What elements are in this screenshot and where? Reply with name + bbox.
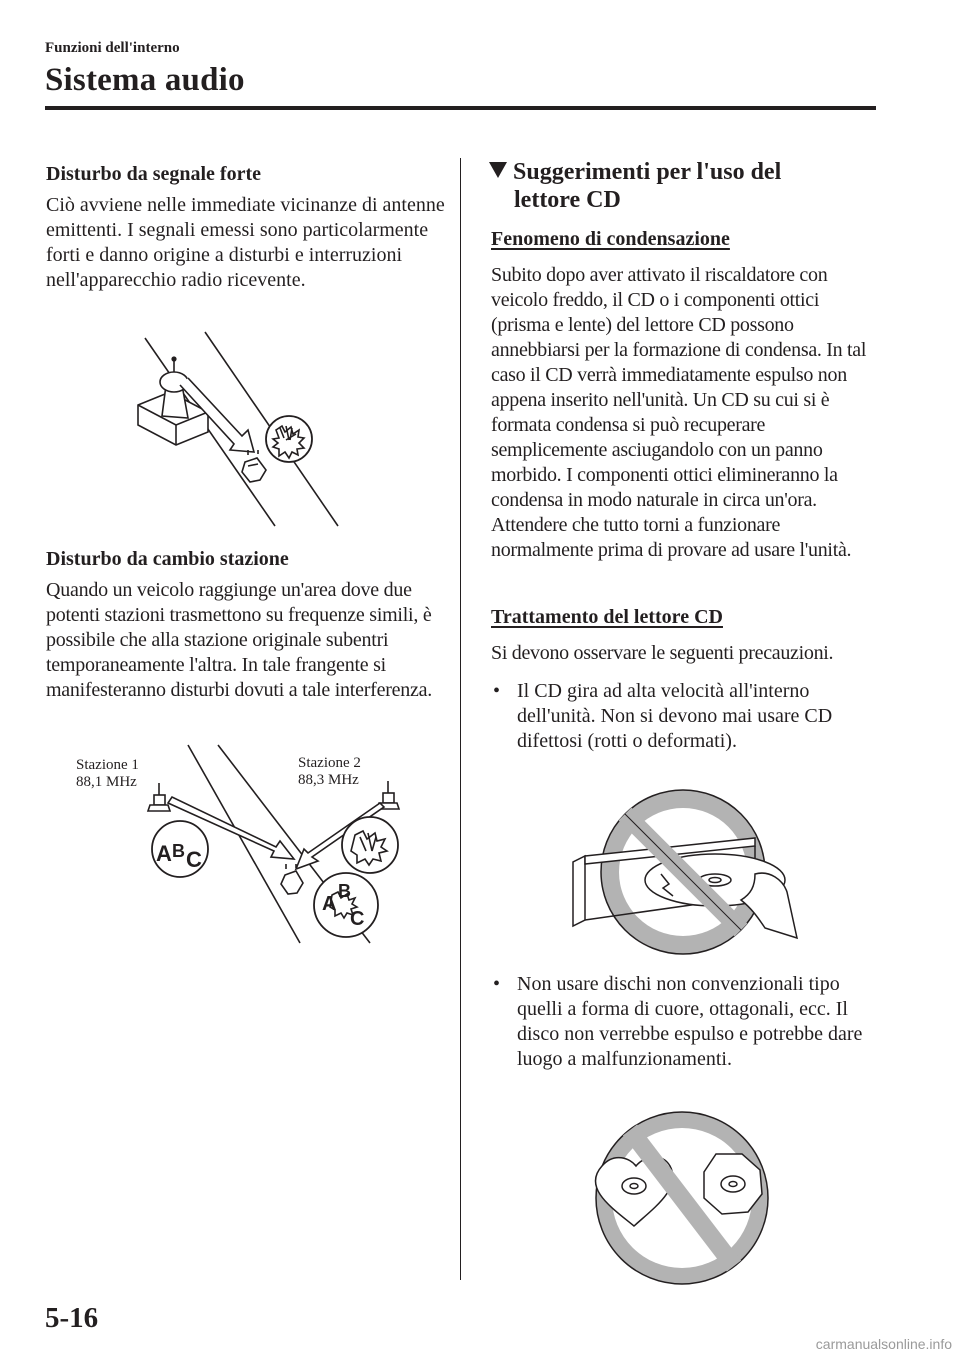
heading-cd-tips: [489, 158, 781, 214]
paragraph-text: Subito dopo aver attivato il riscaldatore con veicolo freddo, il CD o i componenti ottici (prisma e lente) del lettore CD possono annebbiarsi per la formazione di condensa. In tal caso il CD verrà immediatamente espulso non appena inserito nell'unità. Un CD su cui si è formata condensa si può recuperare semplicemente asciugandolo con un panno morbido. I componenti ottici elimineranno la condensa in modo naturale in circa un'ora. Attendere che tutto torni a funzionare normalmente prima di provare ad usare l'unità.: [491, 264, 867, 561]
paragraph-condensation: [491, 263, 881, 563]
station2-name: Stazione 2: [298, 755, 361, 771]
paragraph-text: Si devono osservare le seguenti precauzioni.: [491, 642, 834, 664]
svg-text:B: B: [172, 841, 185, 861]
car-icon: [242, 450, 266, 482]
noise-bubble-icon: [342, 817, 398, 873]
paragraph-text: Ciò avviene nelle immediate vicinanze di antenne emittenti. I segnali emessi sono particolarmente forti e danno origine a disturbi e interruzioni nell'apparecchio radio ricevente.: [46, 194, 445, 291]
bullet-nonstandard-disc: [493, 972, 883, 1072]
section-label: Funzioni dell'interno: [45, 40, 180, 56]
bullet-marker: •: [493, 680, 501, 702]
bullet-defective-cd: [493, 679, 883, 754]
bullet-text: Il CD gira ad alta velocità all'interno dell'unità. Non si devono mai usare CD difettosi (rotti o deformati).: [517, 680, 833, 752]
column-divider: [460, 158, 461, 1280]
no-defective-cd-illustration: [565, 788, 805, 958]
svg-text:A: A: [156, 841, 172, 866]
watermark: carmanualsonline.info: [815, 1336, 952, 1352]
heading-strong-signal: Disturbo da segnale forte: [46, 163, 261, 185]
svg-text:B: B: [338, 881, 351, 901]
heading-line-1: Suggerimenti per l'uso del: [513, 159, 782, 185]
subheading-cd-handling: Trattamento del lettore CD: [491, 606, 723, 628]
bullet-text: Non usare dischi non convenzionali tipo quelli a forma di cuore, ottagonali, ecc. Il disco non verrebbe espulso e potrebbe dare luogo a malfunzionamenti.: [517, 973, 863, 1070]
noise-bubble-icon: [266, 416, 312, 462]
heading-line-2: lettore CD: [514, 187, 621, 213]
svg-text:A: A: [322, 893, 337, 915]
paragraph-station-change: [46, 578, 456, 703]
subheading-condensation: Fenomeno di condensazione: [491, 228, 730, 250]
page-title: Sistema audio: [45, 62, 245, 98]
svg-text:C: C: [186, 847, 202, 872]
station1-frequency: 88,1 MHz: [76, 774, 137, 790]
station2-label: [298, 755, 361, 789]
paragraph-text: Quando un veicolo raggiunge un'area dove due potenti stazioni trasmettono su frequenze simili, è possibile che alla stazione originale subentri temporaneamente l'altra. In tale frangente si manifesteranno disturbi dovuti a tale interferenza.: [46, 579, 432, 701]
paragraph-strong-signal: [46, 193, 446, 293]
strong-signal-illustration: [130, 330, 350, 530]
station-change-illustration: [70, 745, 410, 950]
svg-text:C: C: [350, 908, 365, 930]
heading-station-change: Disturbo da cambio stazione: [46, 548, 289, 570]
station1-label: [76, 757, 139, 791]
paragraph-precautions: [491, 641, 881, 666]
station1-name: Stazione 1: [76, 757, 139, 773]
page-number: 5-16: [45, 1302, 99, 1334]
title-rule: [45, 106, 876, 110]
station2-frequency: 88,3 MHz: [298, 772, 359, 788]
triangle-marker-icon: [489, 162, 507, 178]
station1-antenna-icon: [148, 783, 170, 811]
no-nonstandard-disc-illustration: [592, 1108, 772, 1288]
bullet-marker: •: [493, 973, 501, 995]
